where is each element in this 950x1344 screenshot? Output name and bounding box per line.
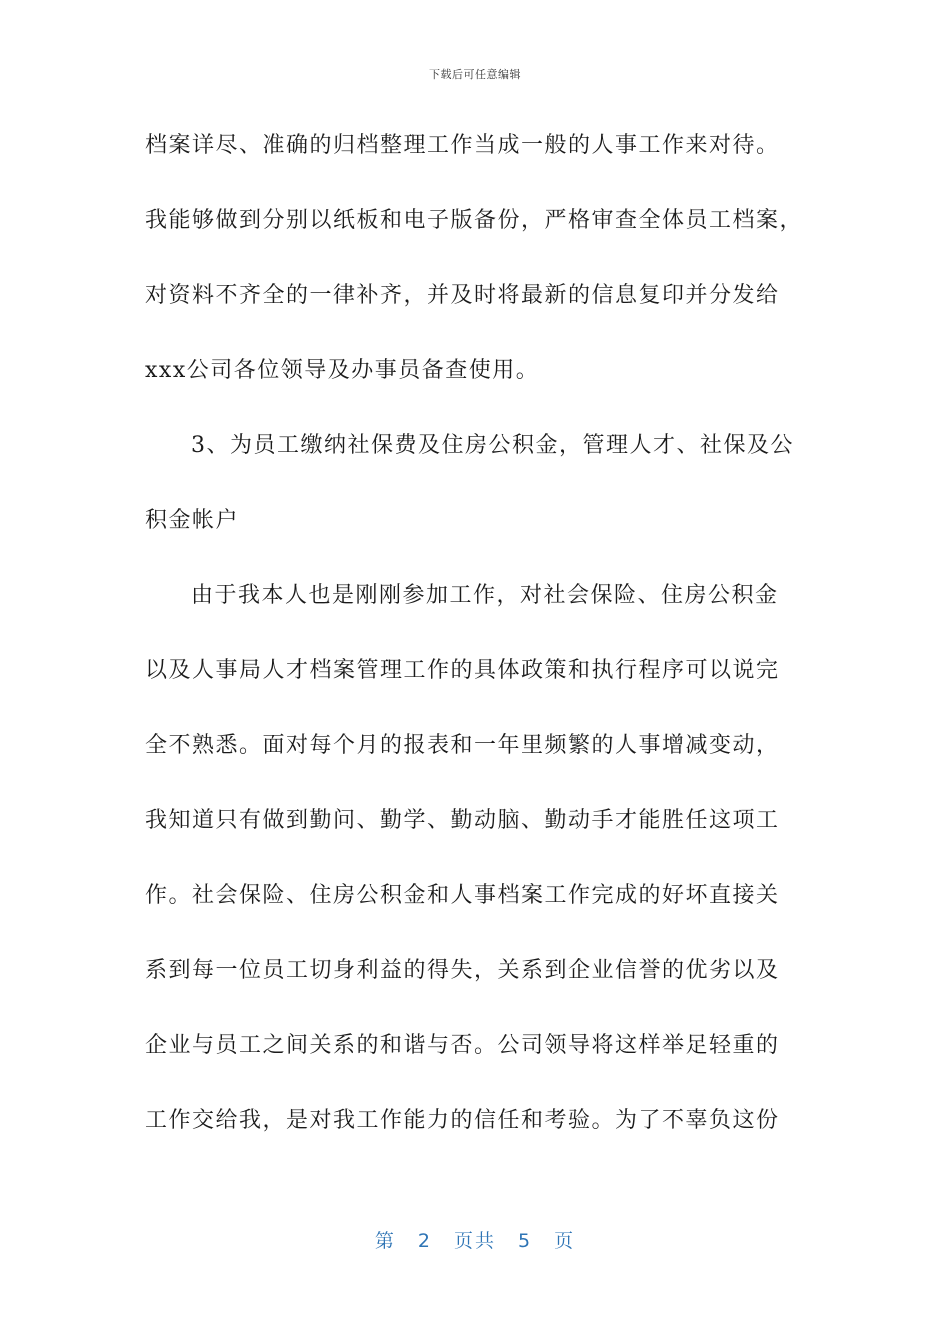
text-line: 档案详尽、准确的归档整理工作当成一般的人事工作来对待。 [145, 133, 780, 158]
text-line: 企业与员工之间关系的和谐与否。公司领导将这样举足轻重的 [145, 1033, 780, 1058]
section-heading-line: 3、为员工缴纳社保费及住房公积金，管理人才、社保及公 [191, 433, 794, 458]
page-prefix: 第 [374, 1230, 396, 1252]
text-line: 作。社会保险、住房公积金和人事档案工作完成的好坏直接关 [145, 883, 780, 908]
text-line: 以及人事局人才档案管理工作的具体政策和执行程序可以说完 [145, 658, 780, 683]
current-page-number: 2 [417, 1230, 432, 1252]
text-line: xxx公司各位领导及办事员备查使用。 [145, 358, 540, 383]
text-line: 由于我本人也是刚刚参加工作，对社会保险、住房公积金 [191, 583, 779, 608]
text-line: 我知道只有做到勤问、勤学、勤动脑、勤动手才能胜任这项工 [145, 808, 780, 833]
page-header-note: 下载后可任意编辑 [429, 68, 521, 81]
page-number-footer [0, 1226, 950, 1253]
text-line: 对资料不齐全的一律补齐，并及时将最新的信息复印并分发给 [145, 283, 780, 308]
text-line: 我能够做到分别以纸板和电子版备份，严格审查全体员工档案， [145, 208, 804, 233]
text-line: 工作交给我，是对我工作能力的信任和考验。为了不辜负这份 [145, 1108, 780, 1133]
page-middle: 页共 [453, 1230, 496, 1252]
text-line: 系到每一位员工切身利益的得失，关系到企业信誉的优劣以及 [145, 958, 780, 983]
page-suffix: 页 [554, 1230, 576, 1252]
total-pages-number: 5 [518, 1230, 533, 1252]
text-line: 全不熟悉。面对每个月的报表和一年里频繁的人事增减变动， [145, 733, 780, 758]
section-heading-line: 积金帐户 [145, 508, 240, 533]
document-body [145, 120, 815, 1170]
